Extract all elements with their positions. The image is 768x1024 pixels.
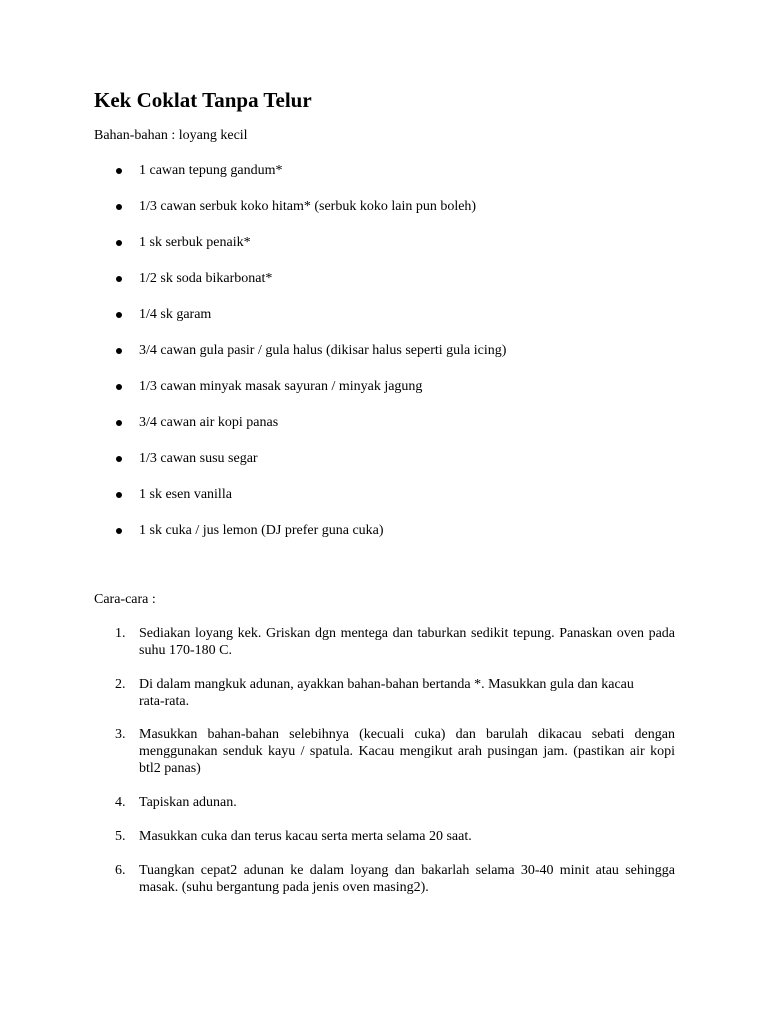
step-number: 5. [115,829,126,844]
bullet-icon [116,420,122,426]
step-text: Masukkan bahan-bahan selebihnya (kecuali cuka) dan barulah dikacau sebati dengan menggunakan senduk kayu / spatula. Kacau mengikut arah pusingan jam. (pastikan air kopi btl2 panas) [139,727,675,776]
bullet-icon [116,168,122,174]
step-text: Di dalam mangkuk adunan, ayakkan bahan-bahan bertanda *. Masukkan gula dan kacau rata-rata. [139,677,634,709]
step-number: 3. [115,727,126,742]
ingredient-text: 3/4 cawan air kopi panas [139,415,279,430]
step-number: 2. [115,677,126,692]
bullet-icon [116,276,122,282]
bullet-icon [116,384,122,390]
bullet-icon [116,528,122,534]
bullet-icon [116,348,122,354]
step-text: Masukkan cuka dan terus kacau serta merta selama 20 saat. [139,829,472,844]
step-number: 1. [115,626,126,641]
bullet-icon [116,312,122,318]
ingredients-heading: Bahan-bahan : loyang kecil [94,128,248,143]
ingredient-text: 1/3 cawan susu segar [139,451,258,466]
step-text: Tuangkan cepat2 adunan ke dalam loyang dan bakarlah selama 30-40 minit atau sehingga masak. (suhu bergantung pada jenis oven masing2). [139,863,675,895]
ingredient-text: 1 cawan tepung gandum* [139,163,283,178]
ingredient-text: 1/2 sk soda bikarbonat* [139,271,273,286]
ingredient-text: 1 sk esen vanilla [139,487,232,502]
bullet-icon [116,204,122,210]
step-number: 6. [115,863,126,878]
ingredient-text: 1/4 sk garam [139,307,212,322]
bullet-icon [116,456,122,462]
method-heading: Cara-cara : [94,592,156,607]
step-text: Sediakan loyang kek. Griskan dgn mentega dan taburkan sedikit tepung. Panaskan oven pada suhu 170-180 C. [139,626,675,658]
step-number: 4. [115,795,126,810]
bullet-icon [116,492,122,498]
ingredient-text: 3/4 cawan gula pasir / gula halus (dikisar halus seperti gula icing) [139,343,507,358]
bullet-icon [116,240,122,246]
recipe-title: Kek Coklat Tanpa Telur [94,88,312,112]
ingredient-text: 1/3 cawan minyak masak sayuran / minyak jagung [139,379,423,394]
step-text: Tapiskan adunan. [139,795,237,810]
ingredient-text: 1 sk serbuk penaik* [139,235,251,250]
ingredient-text: 1 sk cuka / jus lemon (DJ prefer guna cuka) [139,523,384,538]
ingredient-text: 1/3 cawan serbuk koko hitam* (serbuk koko lain pun boleh) [139,199,477,214]
